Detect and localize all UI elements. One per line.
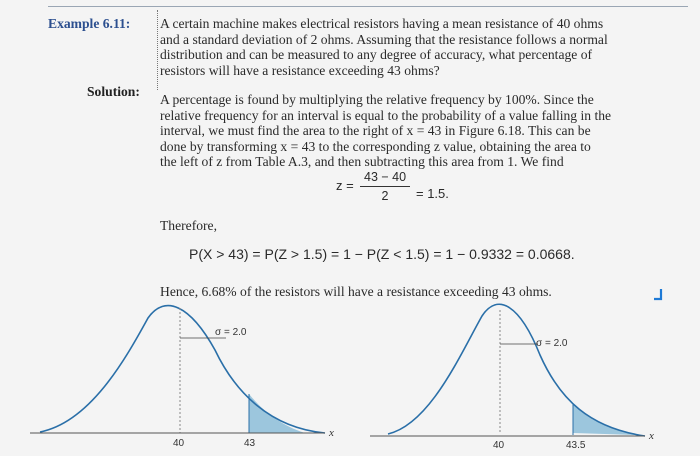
sigma-label: σ = 2.0 [536, 338, 568, 349]
solution-line: relative frequency for an interval is equal to the probability of a value falling in the [160, 107, 612, 123]
probability-equation: P(X > 43) = P(Z > 1.5) = 1 − P(Z < 1.5) = 1 − 0.9332 = 0.0668. [189, 246, 575, 262]
z-fraction [360, 170, 410, 203]
conclusion-text: Hence, 6.68% of the resistors will have a resistance exceeding 43 ohms. [160, 284, 552, 299]
cut-tick-label: 43 [244, 438, 256, 449]
solution-line: A percentage is found by multiplying the relative frequency by 100%. Since the [160, 92, 594, 107]
normal-curve-figure-right [370, 300, 690, 450]
fraction-bar [360, 186, 410, 187]
example-text [160, 16, 680, 78]
margin-guide [157, 10, 158, 90]
mean-tick-label: 40 [173, 438, 185, 449]
cut-tick-label: 43.5 [566, 440, 586, 450]
solution-text [160, 92, 680, 170]
z-equation-rhs: = 1.5. [416, 186, 449, 201]
fraction-denominator: 2 [381, 189, 389, 203]
example-label: Example 6.11: [48, 16, 131, 31]
example-line: A certain machine makes electrical resistors having a mean resistance of 40 ohms [160, 16, 604, 31]
z-equation-lhs: z = [336, 178, 354, 193]
top-rule [48, 6, 688, 7]
text-cursor-icon [651, 287, 665, 301]
solution-line: the left of z from Table A.3, and then subtracting this area from 1. We find [160, 154, 564, 170]
normal-curve [388, 304, 645, 436]
solution-line: done by transforming x = 43 to the corresponding z value, obtaining the area to [160, 138, 591, 154]
solution-label: Solution: [87, 84, 140, 99]
axis-label: x [649, 430, 654, 442]
fraction-numerator: 43 − 40 [364, 170, 407, 184]
example-line: distribution and can be measured to any degree of accuracy, what percentage of [160, 47, 593, 63]
mean-tick-label: 40 [493, 440, 505, 450]
example-line: resistors will have a resistance exceeding 43 ohms? [160, 62, 440, 78]
normal-curve [40, 306, 325, 433]
solution-line: interval, we must find the area to the right of x = 43 in Figure 6.18. This can be [160, 123, 591, 139]
shaded-tail-area [573, 404, 638, 435]
sigma-label: σ = 2.0 [215, 327, 247, 338]
axis-label: x [329, 427, 334, 439]
normal-curve-figure-left [30, 300, 350, 450]
therefore-text: Therefore, [160, 218, 217, 233]
example-line: and a standard deviation of 2 ohms. Assuming that the resistance follows a normal [160, 31, 608, 47]
